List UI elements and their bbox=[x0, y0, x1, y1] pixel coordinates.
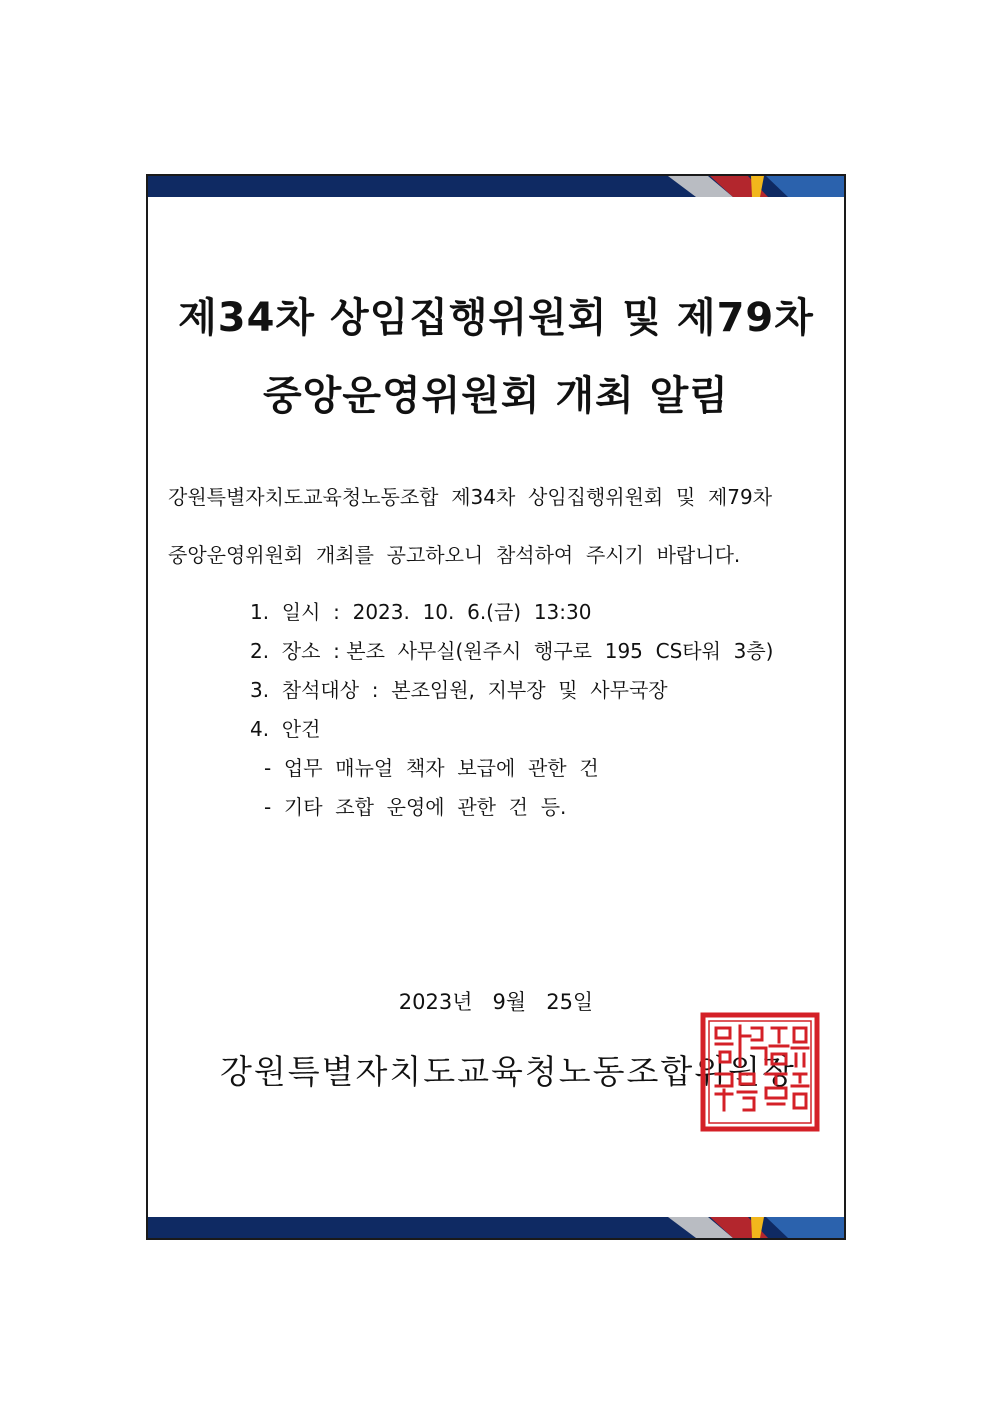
top-decorative-band bbox=[148, 176, 844, 197]
item-attendees: 3. 참석대상 : 본조임원, 지부장 및 사무국장 bbox=[250, 678, 668, 702]
item-agenda-heading: 4. 안건 bbox=[250, 717, 321, 741]
agenda-item: - 기타 조합 운영에 관한 건 등. bbox=[264, 795, 567, 819]
notice-title-line1: 제34차 상임집행위원회 및 제79차 bbox=[178, 295, 814, 341]
notice-date: 2023년 9월 25일 bbox=[398, 990, 594, 1014]
official-seal-stamp bbox=[700, 1012, 820, 1132]
item-datetime: 1. 일시 : 2023. 10. 6.(금) 13:30 bbox=[250, 600, 592, 624]
notice-title-line2: 중앙운영위원회 개최 알림 bbox=[263, 373, 729, 419]
signer-name: 강원특별자치도교육청노동조합위원장 bbox=[220, 1052, 796, 1091]
body-text-line2: 중앙운영위원회 개최를 공고하오니 참석하여 주시기 바랍니다. bbox=[168, 543, 741, 567]
item-location: 2. 장소 : 본조 사무실(원주시 행구로 195 CS타워 3층) bbox=[250, 639, 774, 663]
body-text-line1: 강원특별자치도교육청노동조합 제34차 상임집행위원회 및 제79차 bbox=[168, 485, 773, 509]
agenda-item: - 업무 매뉴얼 책자 보급에 관한 건 bbox=[264, 756, 599, 780]
notice-frame bbox=[146, 174, 846, 1240]
bottom-decorative-band bbox=[148, 1217, 844, 1238]
